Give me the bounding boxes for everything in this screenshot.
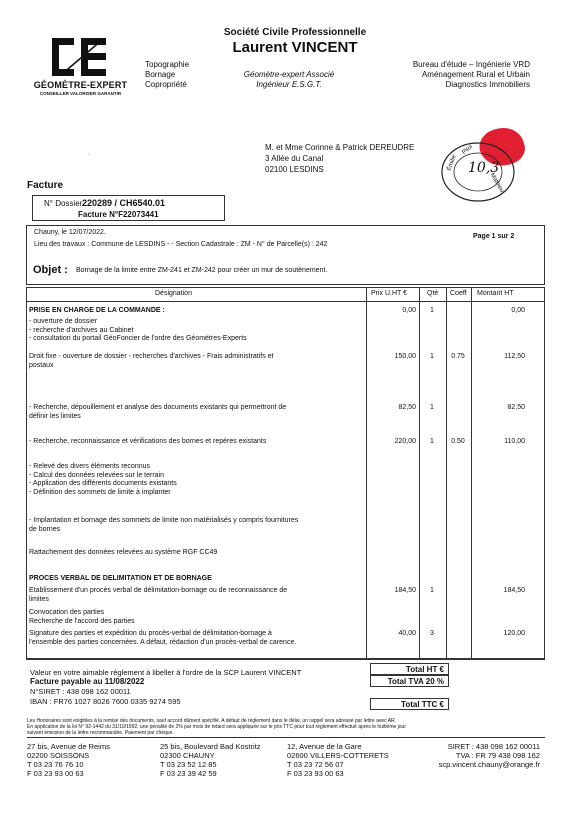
- designation-line: limites: [29, 595, 49, 603]
- designation-line: - Application des différents documents existants: [29, 480, 177, 487]
- table-cell-prix: 220,00: [394, 438, 416, 445]
- designation-line: PROCES VERBAL DE DELIMITATION ET DE BORNAGE: [29, 575, 212, 582]
- service-item: Diagnostics Immobiliers: [445, 80, 530, 89]
- table-cell-coef: 0.50: [451, 438, 465, 445]
- designation-line: - Relevé des divers éléments reconnus: [29, 463, 151, 470]
- office-line: F 03 23 39 42 59: [160, 769, 217, 778]
- designation-line: - Recherche, dépouillement et analyse des documents existants qui permettront de: [29, 404, 287, 411]
- table-cell-prix: 184,50: [394, 587, 416, 594]
- siret: N°SIRET : 438 098 162 00011: [30, 687, 131, 696]
- col-header-qte: Qté: [427, 290, 439, 297]
- table-cell-qte: 3: [430, 630, 434, 637]
- table-row-designation: [29, 549, 364, 558]
- legal-line: Les Honoraires sont exigibles à la remise des documents, sauf accord dûment spécifié. A défaut de règlement dans le délai, un rappel sera adressé par lettre avec AR.: [27, 718, 397, 724]
- office-line: 25 bis, Boulevard Bad Kostritz: [160, 742, 261, 751]
- designation-line: Droit fixe - ouverture de dossier - recherches d'archives - Frais administratifs et: [29, 353, 274, 360]
- company-name: Laurent VINCENT: [232, 39, 358, 56]
- designation-line: Signature des parties et expédition du procès-verbal de délimitation-bornage à: [29, 630, 272, 637]
- page-indicator: Page 1 sur 2: [473, 233, 515, 240]
- designation-line: définir les limites: [29, 412, 81, 420]
- payment-due: Facture payable au 11/08/2022: [30, 677, 145, 686]
- recipient-address: [265, 142, 414, 175]
- service-item: Ingénieur E.S.G.T.: [256, 80, 322, 89]
- table-cell-montant: 0,00: [511, 307, 525, 314]
- geometre-expert-logo-icon: [52, 38, 106, 76]
- table-cell-montant: 112,50: [504, 353, 525, 360]
- table-row-designation: [29, 630, 364, 647]
- table-cell-prix: 82,50: [398, 404, 416, 411]
- table-cell-qte: 1: [430, 307, 434, 314]
- dossier-value: 220289 / CH6540.01: [82, 198, 166, 208]
- service-item: Bureau d'étude – Ingénierie VRD: [412, 60, 530, 69]
- work-location: Lieu des travaux : Commune de LESDINS - - Section Cadastrale : ZM - N° de Parcelle(s) : 242: [34, 241, 328, 248]
- designation-line: Recherche de l'accord des parties: [29, 617, 135, 625]
- designation-line: l'ensemble des parties concernées. A défaut, rédaction d'un procès-verbal de carence.: [29, 638, 297, 646]
- column-divider: [366, 287, 367, 659]
- invoice-title: Facture: [27, 180, 64, 191]
- recipient-city: 02100 LESDINS: [265, 165, 324, 174]
- service-item: Copropriété: [145, 80, 187, 89]
- designation-line: - consultation du portail GéoFoncier de l'ordre des Géomètres-Experts: [29, 335, 247, 342]
- designation-line: - Calcul des données relevées sur le terrain: [29, 471, 165, 479]
- office-line: T 03 23 76 76 10: [27, 760, 84, 769]
- table-cell-qte: 1: [430, 587, 434, 594]
- designation-line: - ouverture de dossier: [29, 318, 98, 325]
- office-line: T 03 23 72 56 07: [287, 760, 344, 769]
- footer-divider: [27, 737, 545, 738]
- designation-line: postaux: [29, 361, 54, 369]
- payment-order: Valeur en votre aimable règlement à libeller à l'ordre de la SCP Laurent VINCENT: [30, 668, 302, 677]
- total-tva: Total TVA 20 %: [370, 675, 449, 687]
- stamp-handwritten: 10,3: [468, 160, 500, 176]
- company-identifiers: [439, 742, 540, 769]
- object-label: Objet :: [33, 264, 68, 276]
- column-divider: [471, 287, 472, 659]
- service-item: Topographie: [145, 60, 190, 69]
- stamp-text-2: Piloi: [461, 144, 474, 156]
- services-left: [145, 60, 189, 90]
- office-line: 12, Avenue de la Gare: [287, 742, 362, 751]
- service-item: Aménagement Rural et Urbain: [421, 70, 530, 79]
- recipient-name: M. et Mme Corinne & Patrick DEREUDRE: [265, 143, 415, 152]
- table-row-designation: [29, 463, 364, 497]
- table-row-designation: [29, 587, 364, 604]
- office-line: 27 bis, Avenue de Reims: [27, 742, 110, 751]
- table-cell-prix: 150,00: [394, 353, 416, 360]
- table-cell-montant: 120,00: [503, 630, 525, 637]
- table-row-designation: [29, 609, 364, 626]
- table-row-designation: [29, 353, 364, 370]
- legal-notice: [27, 718, 537, 736]
- column-divider: [446, 287, 447, 659]
- legal-line: En application de la loi N° 92-1442 du 31/10/1992, une pénalité de 2% par mois de retard sera appliquée sur le prix TTC pour tout règlement effectué après le huitième jour: [27, 724, 406, 730]
- designation-line: - Implantation et bornage des sommets de limite non matérialisés y compris fournitures: [29, 517, 299, 524]
- designation-line: - Recherche, reconnaissance et vérifications des bornes et repères existants: [29, 438, 267, 445]
- designation-line: PRISE EN CHARGE DE LA COMMANDE :: [29, 307, 165, 314]
- services-center: [224, 70, 354, 90]
- stamp-text-3: Mathieu: [488, 172, 505, 194]
- col-header-coef: Coeff: [450, 290, 467, 297]
- place-date: Chauny, le 12/07/2022.: [34, 229, 106, 236]
- table-bottom: [26, 659, 545, 660]
- designation-line: - Définition des sommets de limite à implanter: [29, 488, 171, 496]
- col-header-montant: Montant HT: [477, 290, 514, 297]
- table-cell-qte: 1: [430, 353, 434, 360]
- office-line: SIRET : 438 098 162 00011: [447, 742, 540, 751]
- total-ttc: Total TTC €: [370, 698, 449, 710]
- dossier-label: N° Dossier: [44, 199, 83, 208]
- office-line: TVA : FR 79 438 098 162: [455, 751, 540, 760]
- table-row-designation: [29, 517, 364, 534]
- invoice-number: Facture N°F22073441: [78, 210, 159, 219]
- object-text: Bornage de la limite entre ZM-241 et ZM-242 pour créer un mur de soutènement.: [76, 267, 328, 274]
- stamp-text-1: Émilie: [446, 154, 458, 172]
- table-row-designation: [29, 318, 364, 344]
- table-row-designation: [29, 575, 364, 584]
- office-chauny: [160, 742, 260, 778]
- header-divider: [26, 301, 545, 302]
- table-cell-montant: 82,50: [507, 404, 525, 411]
- total-ht: Total HT €: [370, 663, 449, 675]
- logo-tagline: CONSEILLER VALORISER GARANTIR: [39, 91, 122, 96]
- office-line: F 03 23 93 00 63: [27, 769, 84, 778]
- designation-line: Rattachement des données relevées au système RGF CC49: [29, 549, 218, 556]
- table-cell-qte: 1: [430, 404, 434, 411]
- speck: ·: [88, 152, 90, 158]
- service-item: Bornage: [145, 70, 176, 79]
- table-cell-montant: 110,00: [504, 438, 525, 445]
- col-header-designation: Désignation: [155, 290, 192, 297]
- office-line: 02300 CHAUNY: [160, 751, 215, 760]
- table-row-designation: [29, 307, 364, 316]
- table-cell-prix: 0,00: [402, 307, 416, 314]
- office-line: 02200 SOISSONS: [27, 751, 90, 760]
- table-cell-prix: 40,00: [398, 630, 416, 637]
- table-cell-coef: 0.75: [451, 353, 465, 360]
- legal-line: suivant émission de la lettre recommandée. Paiement par chèque.: [27, 730, 174, 736]
- services-right: [413, 60, 530, 90]
- table-cell-qte: 1: [430, 438, 434, 445]
- designation-line: - recherche d'archives au Cabinet: [29, 326, 134, 334]
- table-row-designation: [29, 438, 364, 447]
- table-row-designation: [29, 404, 364, 421]
- designation-line: Convocation des parties: [29, 609, 105, 616]
- company-type: Société Civile Professionnelle: [223, 27, 367, 38]
- office-line: F 03 23 93 00 63: [287, 769, 344, 778]
- logo-brand: GÉOMÈTRE-EXPERT: [33, 80, 128, 90]
- office-villers-cotterets: [287, 742, 389, 778]
- designation-line: Etablissement d'un procès verbal de délimitation-bornage ou de reconnaissance de: [29, 587, 288, 594]
- office-soissons: [27, 742, 110, 778]
- office-line: 02600 VILLERS-COTTERETS: [287, 751, 389, 760]
- iban: IBAN : FR76 1027 8026 7600 0335 9274 595: [30, 697, 181, 706]
- column-divider: [419, 287, 420, 659]
- col-header-prix: Prix U.HT €: [371, 290, 408, 297]
- service-item: Géomètre-expert Associé: [243, 70, 335, 79]
- designation-line: de bornes: [29, 525, 61, 533]
- office-line: T 03 23 52 12 85: [160, 760, 217, 769]
- office-line: scp.vincent.chauny@orange.fr: [438, 760, 540, 769]
- table-cell-montant: 184,50: [503, 587, 525, 594]
- recipient-street: 3 Allée du Canal: [265, 154, 324, 163]
